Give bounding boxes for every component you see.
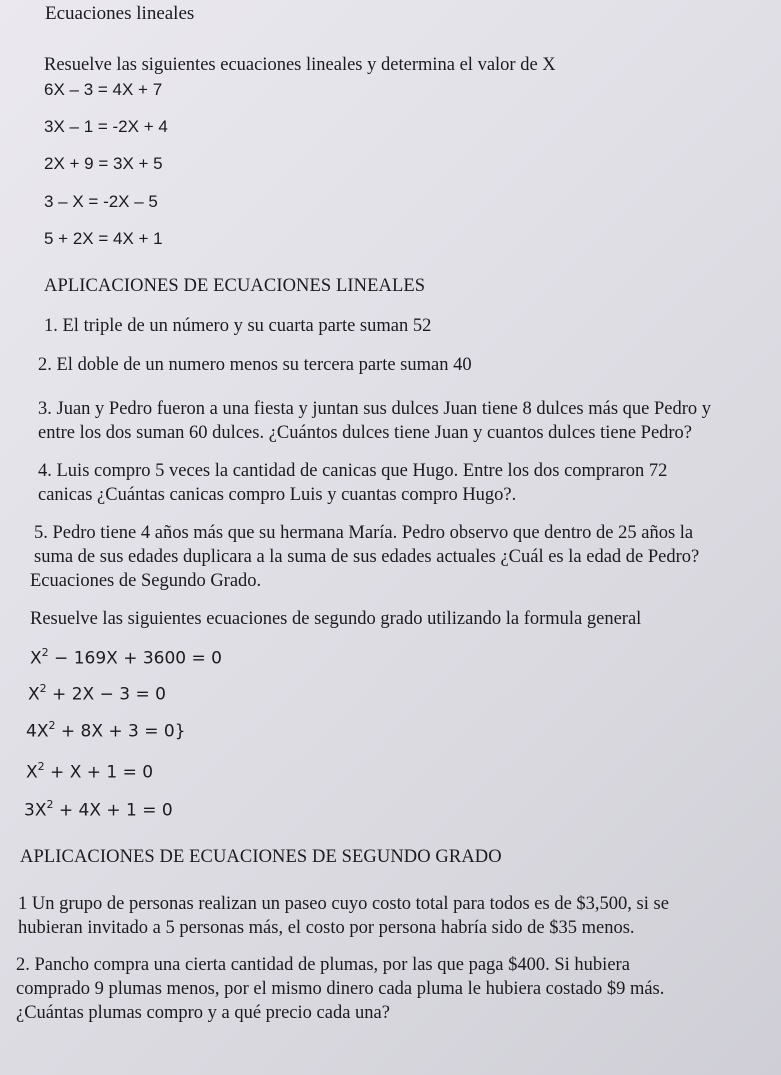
- linear-problem-4-line-1: 4. Luis compro 5 veces la cantidad de canicas que Hugo. Entre los dos compraron 72: [38, 461, 668, 481]
- quadratic-equation-1: [30, 647, 222, 669]
- linear-problem-5-line-1: 5. Pedro tiene 4 años más que su hermana María. Pedro observo que dentro de 25 años la: [34, 523, 694, 543]
- quadratic-equation-5-exponent: 2: [46, 798, 54, 811]
- linear-problem-5-line-2: suma de sus edades duplicara a la suma de sus edades actuales ¿Cuál es la edad de Pedro?: [34, 547, 700, 567]
- quadratic-equation-4-exponent: 2: [37, 760, 45, 773]
- quadratic-equation-3: [26, 720, 186, 742]
- quadratic-equation-4-rest: + X + 1 = 0: [44, 762, 154, 783]
- linear-problem-4: [38, 459, 667, 507]
- quadratic-equation-3-rest: + 8X + 3 = 0}: [55, 721, 186, 742]
- quadratic-equation-2: [28, 683, 166, 705]
- page-title: Ecuaciones lineales: [45, 3, 195, 24]
- quadratic-equation-5-rest: + 4X + 1 = 0: [53, 800, 173, 821]
- linear-applications-heading: APLICACIONES DE ECUACIONES LINEALES: [44, 276, 426, 296]
- linear-problem-3-line-1: 3. Juan y Pedro fueron a una fiesta y juntan sus dulces Juan tiene 8 dulces más que Pedro y: [38, 399, 712, 419]
- quadratic-equation-1-base: X: [30, 648, 42, 669]
- quadratic-equation-4: [26, 761, 153, 783]
- quadratic-problem-2-line-3: ¿Cuántas plumas compro y a qué precio cada una?: [16, 1003, 390, 1023]
- quadratic-problem-2: [16, 953, 664, 1025]
- quadratic-equation-1-exponent: 2: [41, 646, 49, 659]
- quadratic-problem-1-line-1: 1 Un grupo de personas realizan un paseo cuyo costo total para todos es de $3,500, si se: [18, 894, 669, 914]
- quadratic-equation-4-base: X: [26, 762, 38, 783]
- quadratic-equation-3-exponent: 2: [48, 719, 56, 732]
- quadratic-problem-2-line-1: 2. Pancho compra una cierta cantidad de plumas, por las que paga $400. Si hubiera: [16, 955, 630, 975]
- quadratic-heading: Ecuaciones de Segundo Grado.: [30, 571, 262, 591]
- quadratic-instruction: Resuelve las siguientes ecuaciones de segundo grado utilizando la formula general: [30, 609, 642, 629]
- linear-problem-3-line-2: entre los dos suman 60 dulces. ¿Cuántos dulces tiene Juan y cuantos dulces tiene Pedro?: [38, 423, 693, 443]
- linear-equation-3: 2X + 9 = 3X + 5: [44, 154, 163, 173]
- linear-equation-2: 3X – 1 = -2X + 4: [44, 117, 168, 136]
- quadratic-equation-2-base: X: [28, 684, 40, 705]
- quadratic-equation-2-exponent: 2: [39, 682, 47, 695]
- quadratic-problem-2-line-2: comprado 9 plumas menos, por el mismo dinero cada pluma le hubiera costado $9 más.: [16, 979, 665, 999]
- quadratic-equation-1-rest: − 169X + 3600 = 0: [48, 648, 222, 669]
- quadratic-equation-3-base: 4X: [26, 721, 49, 742]
- quadratic-equation-5-base: 3X: [24, 800, 47, 821]
- quadratic-problem-1: [18, 892, 669, 940]
- quadratic-problem-1-line-2: hubieran invitado a 5 personas más, el costo por persona habría sido de $35 menos.: [18, 918, 635, 938]
- linear-equation-5: 5 + 2X = 4X + 1: [44, 229, 163, 248]
- linear-problem-3: [38, 397, 711, 445]
- linear-problem-1: 1. El triple de un número y su cuarta parte suman 52: [44, 316, 432, 336]
- quadratic-equation-5: [24, 799, 173, 821]
- linear-equation-4: 3 – X = -2X – 5: [44, 192, 158, 211]
- quadratic-equation-2-rest: + 2X − 3 = 0: [46, 684, 166, 705]
- linear-instruction: Resuelve las siguientes ecuaciones lineales y determina el valor de X: [44, 55, 556, 75]
- linear-problem-2: 2. El doble de un numero menos su tercera parte suman 40: [38, 355, 472, 375]
- linear-problem-5: [34, 521, 699, 569]
- quadratic-applications-heading: APLICACIONES DE ECUACIONES DE SEGUNDO GRADO: [20, 847, 502, 867]
- linear-problem-4-line-2: canicas ¿Cuántas canicas compro Luis y cuantas compro Hugo?.: [38, 485, 517, 505]
- linear-equation-1: 6X – 3 = 4X + 7: [44, 80, 163, 99]
